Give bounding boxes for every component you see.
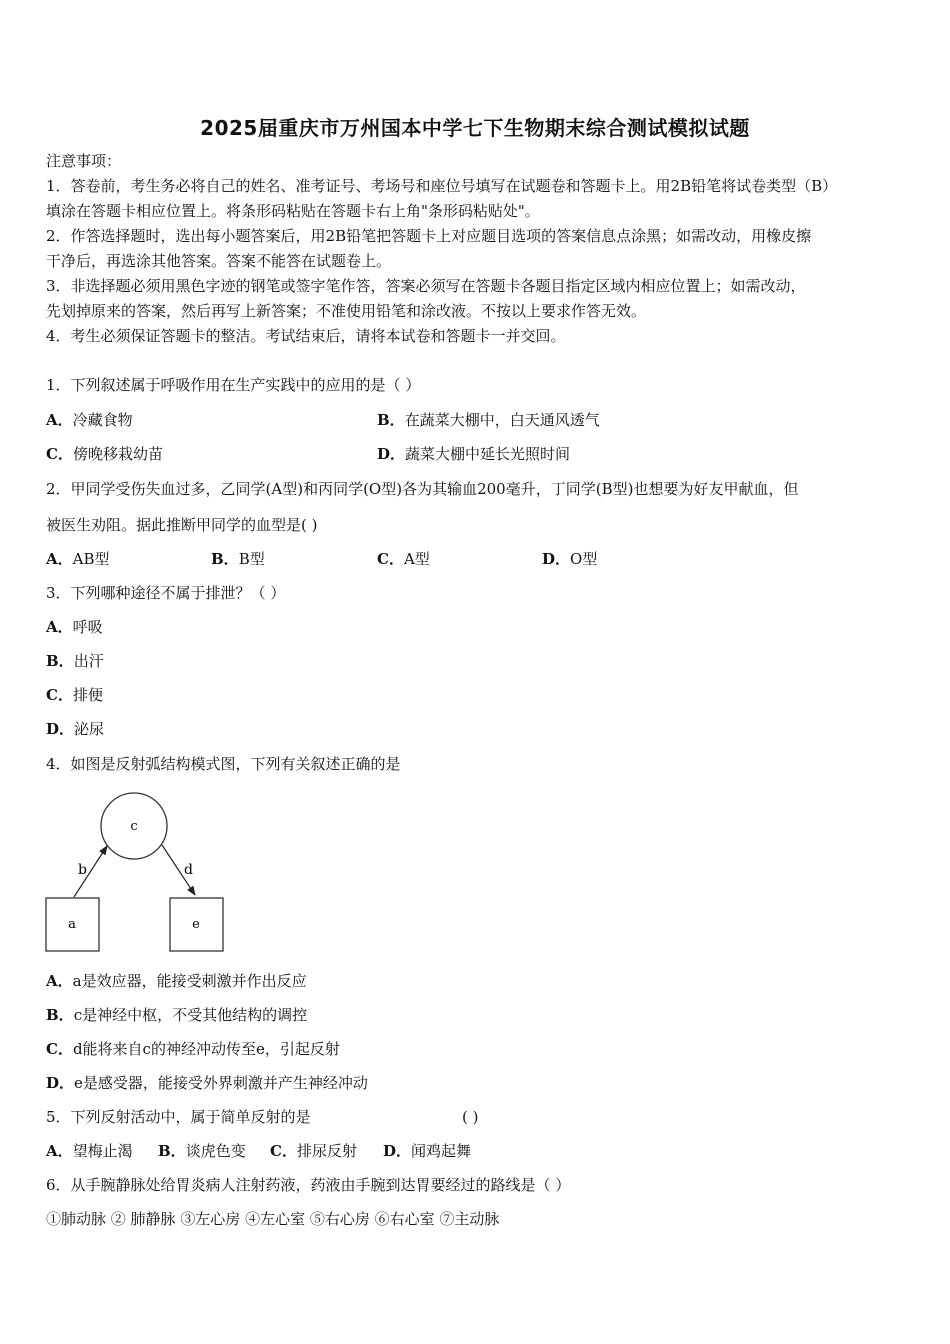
question-3-stem: 3．下列哪种途径不属于排泄？（ ） xyxy=(46,584,286,602)
option-label: C． xyxy=(46,1040,73,1058)
option-label: B． xyxy=(46,652,74,670)
q2-option-c xyxy=(377,549,430,569)
arrow-b-label: b xyxy=(78,862,87,878)
question-2-stem-cont: 被医生劝阻。据此推断甲同学的血型是( ) xyxy=(46,516,318,534)
option-text: 出汗 xyxy=(73,652,104,670)
q4-option-b xyxy=(46,1005,307,1025)
option-text: 蔬菜大棚中延长光照时间 xyxy=(405,445,571,463)
notice-line: 填涂在答题卡相应位置上。将条形码粘贴在答题卡右上角"条形码粘贴处"。 xyxy=(46,202,540,220)
q4-option-c xyxy=(46,1039,340,1059)
q3-option-d xyxy=(46,719,104,739)
q3-option-a xyxy=(46,617,103,637)
option-text: d能将来自c的神经冲动传至e，引起反射 xyxy=(72,1040,340,1058)
notice-line: 干净后，再选涂其他答案。答案不能答在试题卷上。 xyxy=(46,252,392,270)
option-label: B． xyxy=(158,1142,186,1160)
notice-line: 先划掉原来的答案，然后再写上新答案；不准使用铅笔和涂改液。不按以上要求作答无效。 xyxy=(46,302,647,320)
notice-heading: 注意事项： xyxy=(46,152,122,170)
option-text: a是效应器，能接受刺激并作出反应 xyxy=(72,972,307,990)
option-label: C． xyxy=(377,550,404,568)
option-text: e是感受器，能接受外界刺激并产生神经冲动 xyxy=(74,1074,368,1092)
option-text: 冷藏食物 xyxy=(72,411,133,429)
question-6-route: ①肺动脉 ② 肺静脉 ③左心房 ④左心室 ⑤右心房 ⑥右心室 ⑦主动脉 xyxy=(46,1210,500,1228)
question-5-paren: ( ) xyxy=(462,1108,479,1126)
option-text: 傍晚移栽幼苗 xyxy=(72,445,163,463)
option-label: A． xyxy=(46,411,73,429)
q1-option-b xyxy=(377,410,600,430)
q2-option-d xyxy=(542,549,597,569)
q1-option-a xyxy=(46,410,133,430)
option-label: A． xyxy=(46,550,73,568)
option-text: 呼吸 xyxy=(72,618,103,636)
option-label: D． xyxy=(542,550,571,568)
option-label: C． xyxy=(46,445,73,463)
q5-option-b xyxy=(158,1141,246,1161)
q5-option-d xyxy=(383,1141,471,1161)
option-label: A． xyxy=(46,1142,73,1160)
page-title: 2025届重庆市万州国本中学七下生物期末综合测试模拟试题 xyxy=(200,116,750,140)
option-text: A型 xyxy=(403,550,430,568)
option-label: B． xyxy=(377,411,405,429)
option-text: 在蔬菜大棚中，白天通风透气 xyxy=(404,411,600,429)
option-text: AB型 xyxy=(72,550,110,568)
q4-option-a xyxy=(46,971,307,991)
option-label: A． xyxy=(46,618,73,636)
option-label: B． xyxy=(46,1006,74,1024)
option-text: 泌尿 xyxy=(74,720,105,738)
option-label: C． xyxy=(270,1142,297,1160)
option-text: 谈虎色变 xyxy=(185,1142,246,1160)
q5-option-a xyxy=(46,1141,133,1161)
node-a-label: a xyxy=(68,917,76,932)
q5-option-c xyxy=(270,1141,357,1161)
notice-line: 2．作答选择题时，选出每小题答案后，用2B铅笔把答题卡上对应题目选项的答案信息点涂黑；如需改动，用橡皮擦 xyxy=(46,227,812,245)
q1-option-c xyxy=(46,444,163,464)
option-text: 排尿反射 xyxy=(296,1142,357,1160)
option-label: D． xyxy=(46,1074,75,1092)
option-text: 排便 xyxy=(72,686,103,704)
option-label: D． xyxy=(46,720,75,738)
option-label: D． xyxy=(383,1142,412,1160)
notice-line: 1．答卷前，考生务必将自己的姓名、准考证号、考场号和座位号填写在试题卷和答题卡上。用2B铅笔将试卷类型（B） xyxy=(46,177,838,195)
q3-option-b xyxy=(46,651,104,671)
q4-option-d xyxy=(46,1073,368,1093)
question-2-stem: 2．甲同学受伤失血过多，乙同学(A型)和丙同学(O型)各为其输血200毫升，丁同学(B型)也想要为好友甲献血，但 xyxy=(46,480,799,498)
option-label: D． xyxy=(377,445,406,463)
node-e-label: e xyxy=(192,917,200,932)
arrow-d-label: d xyxy=(184,862,193,878)
option-text: B型 xyxy=(238,550,265,568)
option-text: O型 xyxy=(570,550,598,568)
option-text: 闻鸡起舞 xyxy=(411,1142,472,1160)
notice-line: 4．考生必须保证答题卡的整洁。考试结束后，请将本试卷和答题卡一并交回。 xyxy=(46,327,566,345)
node-c-label: c xyxy=(130,819,138,834)
question-6-stem: 6．从手腕静脉处给胃炎病人注射药液，药液由手腕到达胃要经过的路线是（ ） xyxy=(46,1176,571,1194)
q2-option-a xyxy=(46,549,110,569)
option-text: c是神经中枢，不受其他结构的调控 xyxy=(73,1006,308,1024)
reflex-arc-diagram xyxy=(40,785,240,957)
q1-option-d xyxy=(377,444,570,464)
notice-line: 3．非选择题必须用黑色字迹的钢笔或签字笔作答，答案必须写在答题卡各题目指定区域内相应位置上；如需改动， xyxy=(46,277,806,295)
question-1-stem: 1．下列叙述属于呼吸作用在生产实践中的应用的是（ ） xyxy=(46,376,421,394)
question-5-stem: 5．下列反射活动中，属于简单反射的是 xyxy=(46,1108,311,1126)
question-4-stem: 4．如图是反射弧结构模式图，下列有关叙述正确的是 xyxy=(46,755,401,773)
option-text: 望梅止渴 xyxy=(72,1142,133,1160)
option-label: A． xyxy=(46,972,73,990)
q2-option-b xyxy=(211,549,265,569)
option-label: B． xyxy=(211,550,239,568)
q3-option-c xyxy=(46,685,103,705)
option-label: C． xyxy=(46,686,73,704)
